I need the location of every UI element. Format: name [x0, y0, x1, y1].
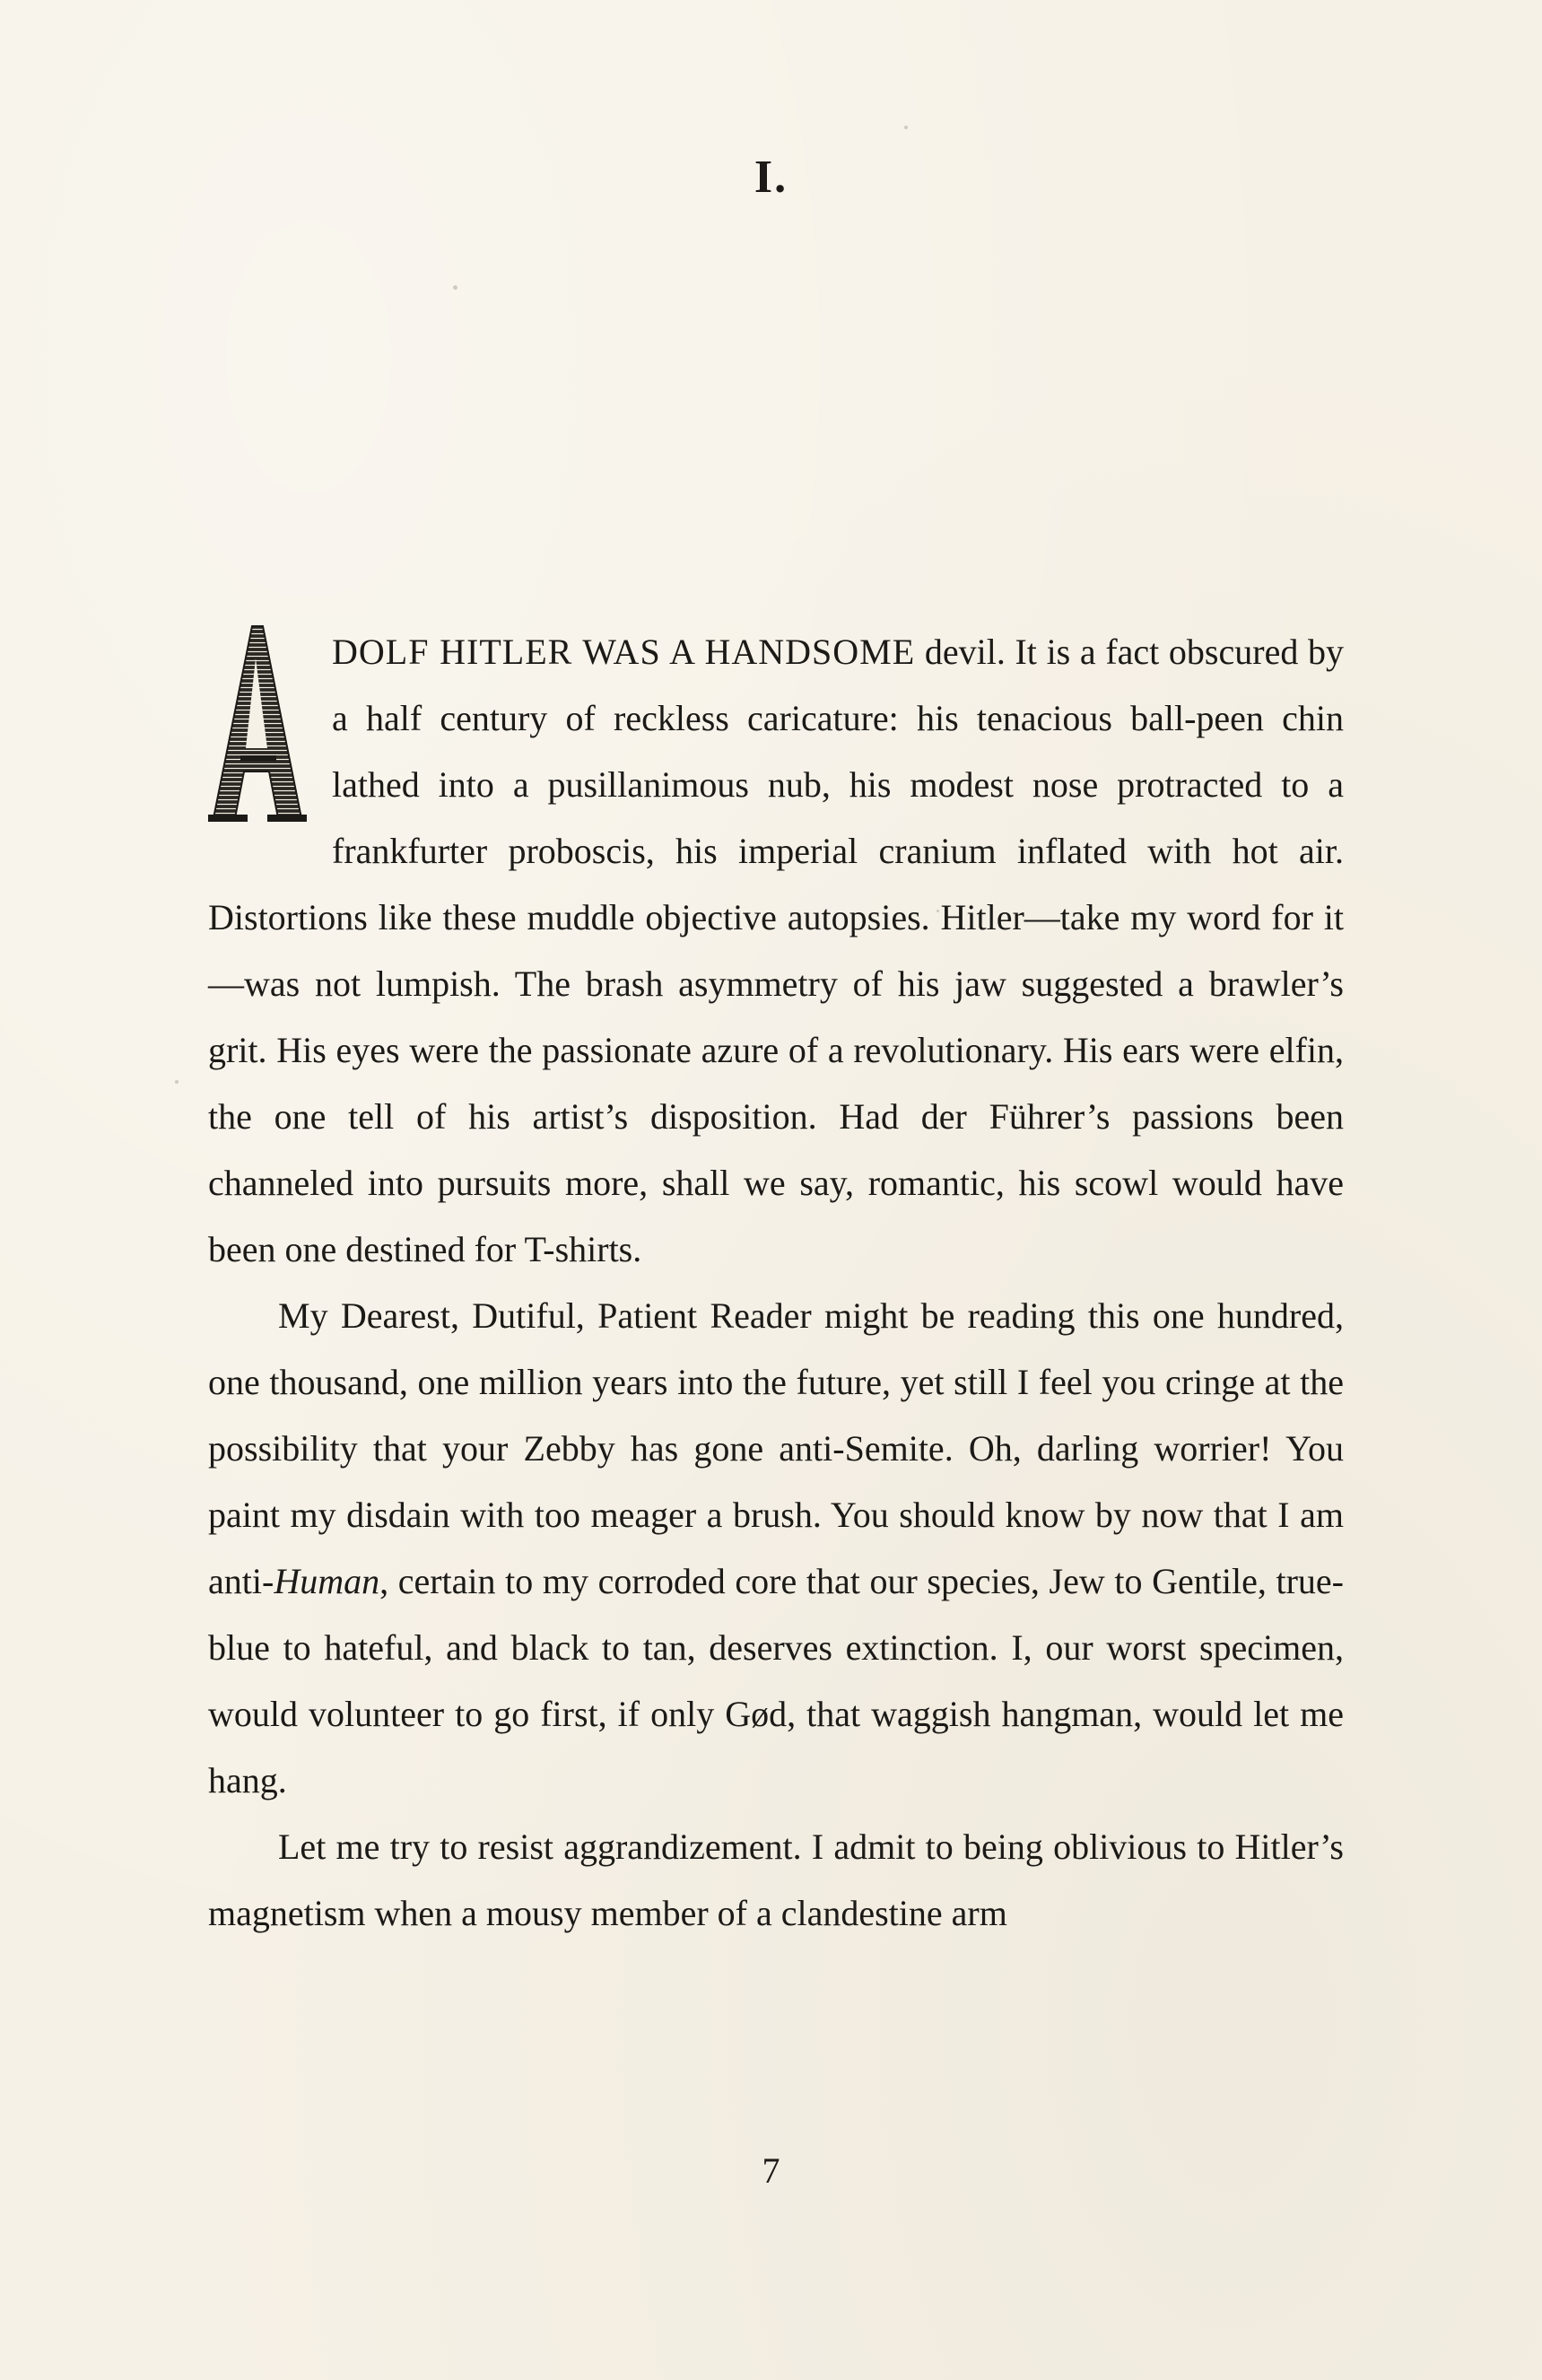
- paper-speck: [453, 285, 457, 290]
- paragraph-3-text: Let me try to resist aggrandizement. I admit to being oblivious to Hitler’s magnetism when a mousy member of a clandestine arm: [208, 1826, 1344, 1933]
- paragraph-3: [208, 1814, 1344, 1947]
- paragraph-2: [208, 1283, 1344, 1814]
- paragraph-2-text-a: My Dearest, Dutiful, Patient Reader might be reading this one hundred, one thousand, one million years into the future, yet still I feel you cringe at the possibility that your Zebby has gone anti-Semite. Oh, darling worrier! You paint my disdain with too meager a brush. You should know by now that I am anti-: [208, 1295, 1344, 1601]
- paragraph-2-italic: Human: [274, 1561, 380, 1601]
- paper-speck: [904, 126, 908, 129]
- chapter-body: [208, 619, 1344, 1947]
- paragraph-1: [208, 619, 1344, 1283]
- paragraph-1-text: devil. It is a fact obscured by a half century of reckless caricature: his tenacious ball-peen chin lathed into a pusillanimous nub, his modest nose protracted to a frankfurter proboscis, his imperial cranium inflated with hot air. Distortions like these muddle objective autopsies. Hitler—take my word for it—was not lumpish. The brash asymmetry of his jaw suggested a brawler’s grit. His eyes were the passionate azure of a revolutionary. His ears were elfin, the one tell of his artist’s disposition. Had der Führer’s passions been channeled into pursuits more, shall we say, romantic, his scowl would have been one destined for T-shirts.: [208, 632, 1344, 1269]
- drop-cap-letter-icon: [208, 623, 307, 824]
- paper-speck: [175, 1080, 179, 1084]
- opening-small-caps: DOLF HITLER WAS A HANDSOME: [332, 632, 916, 672]
- page-number: 7: [762, 2150, 780, 2191]
- drop-cap: [208, 623, 307, 824]
- chapter-heading: I.: [754, 152, 788, 203]
- paragraph-2-text-b: , certain to my corroded core that our species, Jew to Gentile, true-blue to hateful, and black to tan, deserves extinction. I, our worst specimen, would volunteer to go first, if only Gød, that waggish hangman, would let me hang.: [208, 1561, 1344, 1800]
